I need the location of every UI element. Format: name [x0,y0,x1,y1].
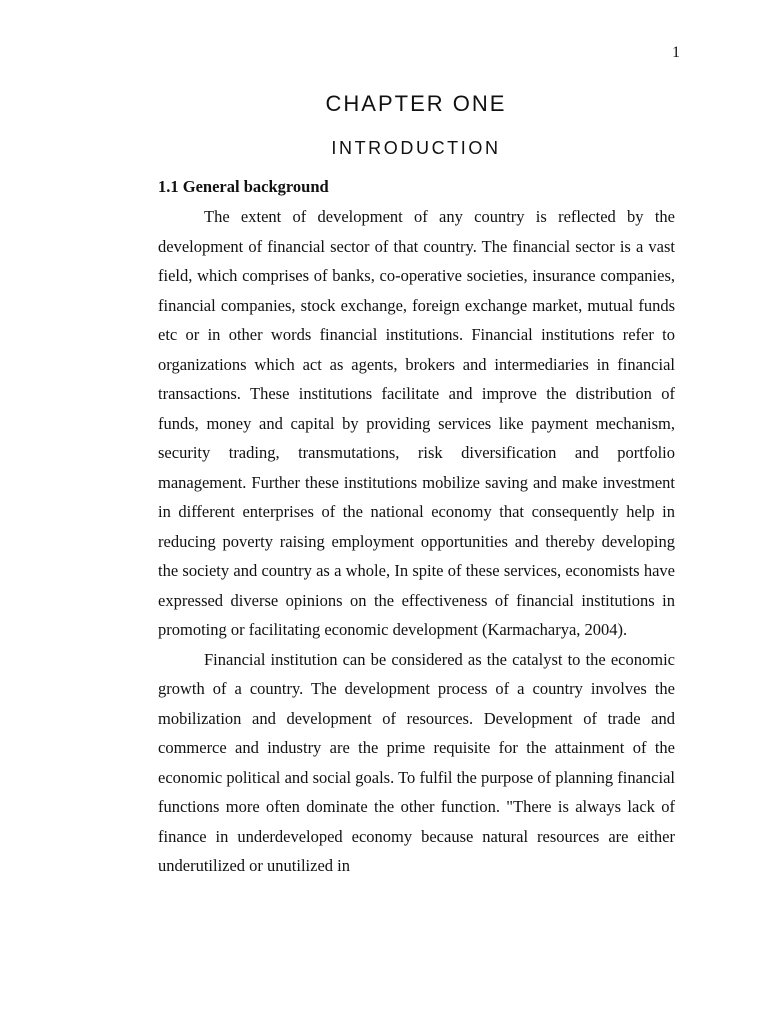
section-heading: 1.1 General background [158,177,329,196]
paragraph-2: Financial institution can be considered as the catalyst to the economic growth of a country. The development process of a country involves the mobilization and development of resources. Development of trade and commerce and industry are the prime requisite for the attainment of the economic political and social goals. To fulfil the purpose of planning financial functions more often dominate the other function. "There is always lack of finance in underdeveloped economy because natural resources are either underutilized or unutilized in [158,649,675,875]
chapter-title: CHAPTER ONE [325,91,507,116]
chapter-subtitle: INTRODUCTION [331,138,501,158]
page-number: 1 [672,44,680,61]
paragraph-1: The extent of development of any country is reflected by the development of financial sector of that country. The financial sector is a vast field, which comprises of banks, co-operative societies, insurance companies, financial companies, stock exchange, foreign exchange market, mutual funds etc or in other words financial institutions. Financial institutions refer to organizations which act as agents, brokers and intermediaries in financial transactions. These institutions facilitate and improve the distribution of funds, money and capital by providing services like payment mechanism, security trading, transmutations, risk diversification and portfolio management. Further these institutions mobilize saving and make investment in different enterprises of the national economy that consequently help in reducing poverty raising employment opportunities and thereby developing the society and country as a whole, In spite of these services, economists have expressed diverse opinions on the effectiveness of financial institutions in promoting or facilitating economic development (Karmacharya, 2004). [158,207,675,639]
section-body [158,202,675,881]
